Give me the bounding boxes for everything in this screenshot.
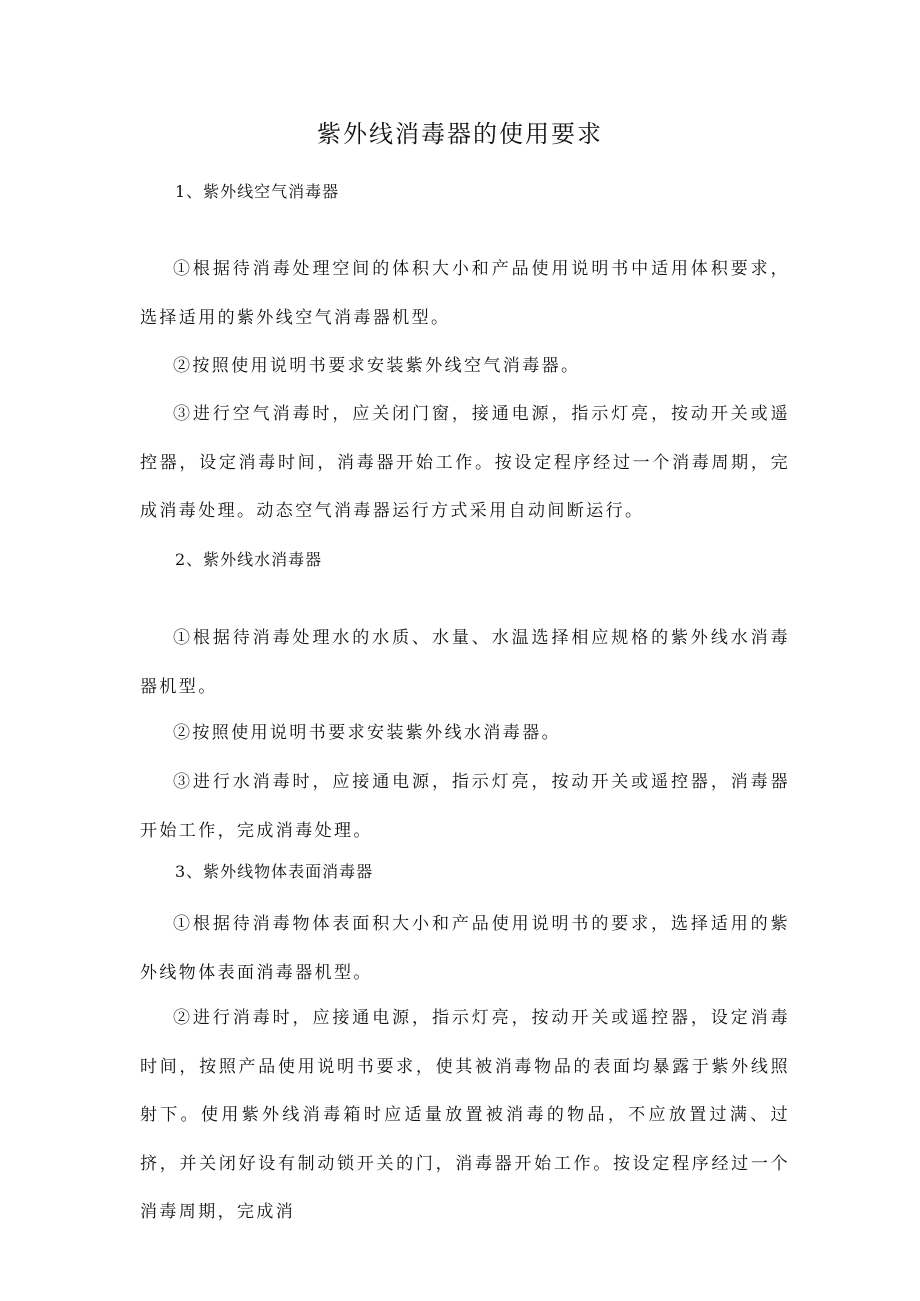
paragraph-2-2: ②按照使用说明书要求安装紫外线水消毒器。 [173,723,561,743]
paragraph-3-1: ①根据待消毒物体表面积大小和产品使用说明书的要求，选择适用的紫外线物体表面消毒器机型。 [140,914,790,983]
paragraph-1-3: ③进行空气消毒时，应关闭门窗，接通电源，指示灯亮，按动开关或遥控器，设定消毒时间，消毒器开始工作。按设定程序经过一个消毒周期，完成消毒处理。动态空气消毒器运行方式采用自动间断运行。 [140,404,790,521]
section-heading-1: 1、紫外线空气消毒器 [175,182,340,201]
section-heading-2: 2、紫外线水消毒器 [175,550,323,569]
paragraph-1-1: ①根据待消毒处理空间的体积大小和产品使用说明书中适用体积要求，选择适用的紫外线空气消毒器机型。 [140,259,790,328]
paragraph-1-2: ②按照使用说明书要求安装紫外线空气消毒器。 [173,356,581,376]
document-title: 紫外线消毒器的使用要求 [317,120,603,148]
paragraph-3-2: ②进行消毒时，应接通电源，指示灯亮，按动开关或遥控器，设定消毒时间，按照产品使用说明书要求，使其被消毒物品的表面均暴露于紫外线照射下。使用紫外线消毒箱时应适量放置被消毒的物品，不应放置过满、过挤，并关闭好设有制动锁开关的门，消毒器开始工作。按设定程序经过一个消毒周期，完成消 [140,1008,790,1222]
paragraph-2-1: ①根据待消毒处理水的水质、水量、水温选择相应规格的紫外线水消毒器机型。 [140,628,790,697]
section-heading-3: 3、紫外线物体表面消毒器 [175,862,374,881]
paragraph-2-3: ③进行水消毒时，应接通电源，指示灯亮，按动开关或遥控器，消毒器开始工作，完成消毒处理。 [140,772,790,841]
